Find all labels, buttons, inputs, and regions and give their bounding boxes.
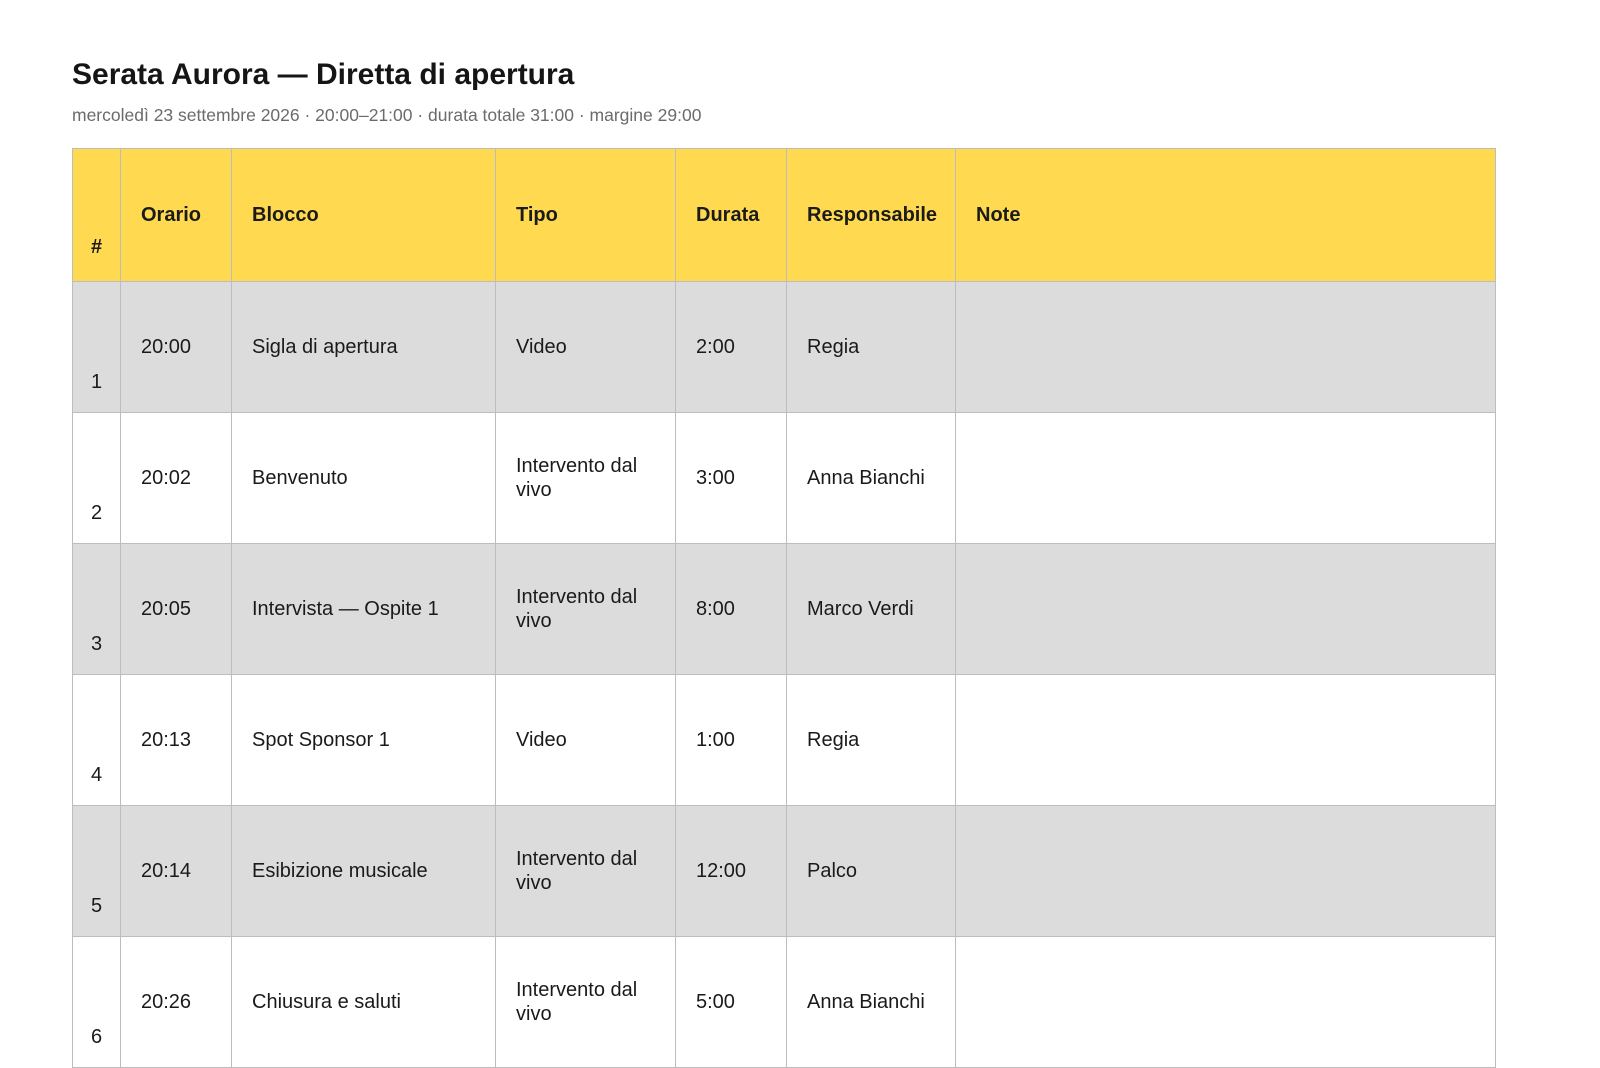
table-row[interactable] [73,544,1496,675]
page-subtitle: mercoledì 23 settembre 2026 · 20:00–21:00 · durata totale 31:00 · margine 29:00 [72,105,702,125]
row-number: 2 [73,413,121,544]
cell-responsabile[interactable]: Regia [787,282,956,413]
cell-orario[interactable]: 20:05 [121,544,232,675]
table-row[interactable] [73,413,1496,544]
cell-blocco[interactable]: Spot Sponsor 1 [232,675,496,806]
column-header-durata[interactable]: Durata [676,149,787,282]
cell-note[interactable] [956,937,1496,1068]
column-header-number[interactable]: # [73,149,121,282]
column-header-blocco[interactable]: Blocco [232,149,496,282]
cell-responsabile[interactable]: Regia [787,675,956,806]
table-row[interactable] [73,282,1496,413]
cell-durata[interactable]: 3:00 [676,413,787,544]
cell-blocco[interactable]: Sigla di apertura [232,282,496,413]
cell-note[interactable] [956,806,1496,937]
cell-orario[interactable]: 20:14 [121,806,232,937]
table-row[interactable] [73,937,1496,1068]
cell-note[interactable] [956,282,1496,413]
cell-orario[interactable]: 20:02 [121,413,232,544]
row-number: 5 [73,806,121,937]
table-row[interactable] [73,675,1496,806]
cell-note[interactable] [956,544,1496,675]
cell-tipo[interactable]: Intervento dal vivo [496,937,676,1068]
cell-blocco[interactable]: Chiusura e saluti [232,937,496,1068]
cell-blocco[interactable]: Benvenuto [232,413,496,544]
table-header-row [73,149,1496,282]
cell-responsabile[interactable]: Palco [787,806,956,937]
column-header-tipo[interactable]: Tipo [496,149,676,282]
cell-note[interactable] [956,413,1496,544]
cell-tipo[interactable]: Intervento dal vivo [496,413,676,544]
table-row[interactable] [73,806,1496,937]
cell-orario[interactable]: 20:00 [121,282,232,413]
cell-durata[interactable]: 2:00 [676,282,787,413]
cell-orario[interactable]: 20:13 [121,675,232,806]
cell-responsabile[interactable]: Anna Bianchi [787,413,956,544]
row-number: 4 [73,675,121,806]
cell-note[interactable] [956,675,1496,806]
cell-responsabile[interactable]: Anna Bianchi [787,937,956,1068]
cell-durata[interactable]: 1:00 [676,675,787,806]
cell-blocco[interactable]: Intervista — Ospite 1 [232,544,496,675]
column-header-note[interactable]: Note [956,149,1496,282]
cell-durata[interactable]: 8:00 [676,544,787,675]
cell-durata[interactable]: 12:00 [676,806,787,937]
cell-responsabile[interactable]: Marco Verdi [787,544,956,675]
column-header-responsabile[interactable]: Responsabile [787,149,956,282]
cell-tipo[interactable]: Video [496,675,676,806]
cell-blocco[interactable]: Esibizione musicale [232,806,496,937]
page-title: Serata Aurora — Diretta di apertura [72,58,575,91]
row-number: 6 [73,937,121,1068]
rundown-table [72,148,1496,1068]
row-number: 3 [73,544,121,675]
cell-orario[interactable]: 20:26 [121,937,232,1068]
cell-tipo[interactable]: Intervento dal vivo [496,544,676,675]
column-header-orario[interactable]: Orario [121,149,232,282]
cell-tipo[interactable]: Intervento dal vivo [496,806,676,937]
cell-tipo[interactable]: Video [496,282,676,413]
row-number: 1 [73,282,121,413]
cell-durata[interactable]: 5:00 [676,937,787,1068]
